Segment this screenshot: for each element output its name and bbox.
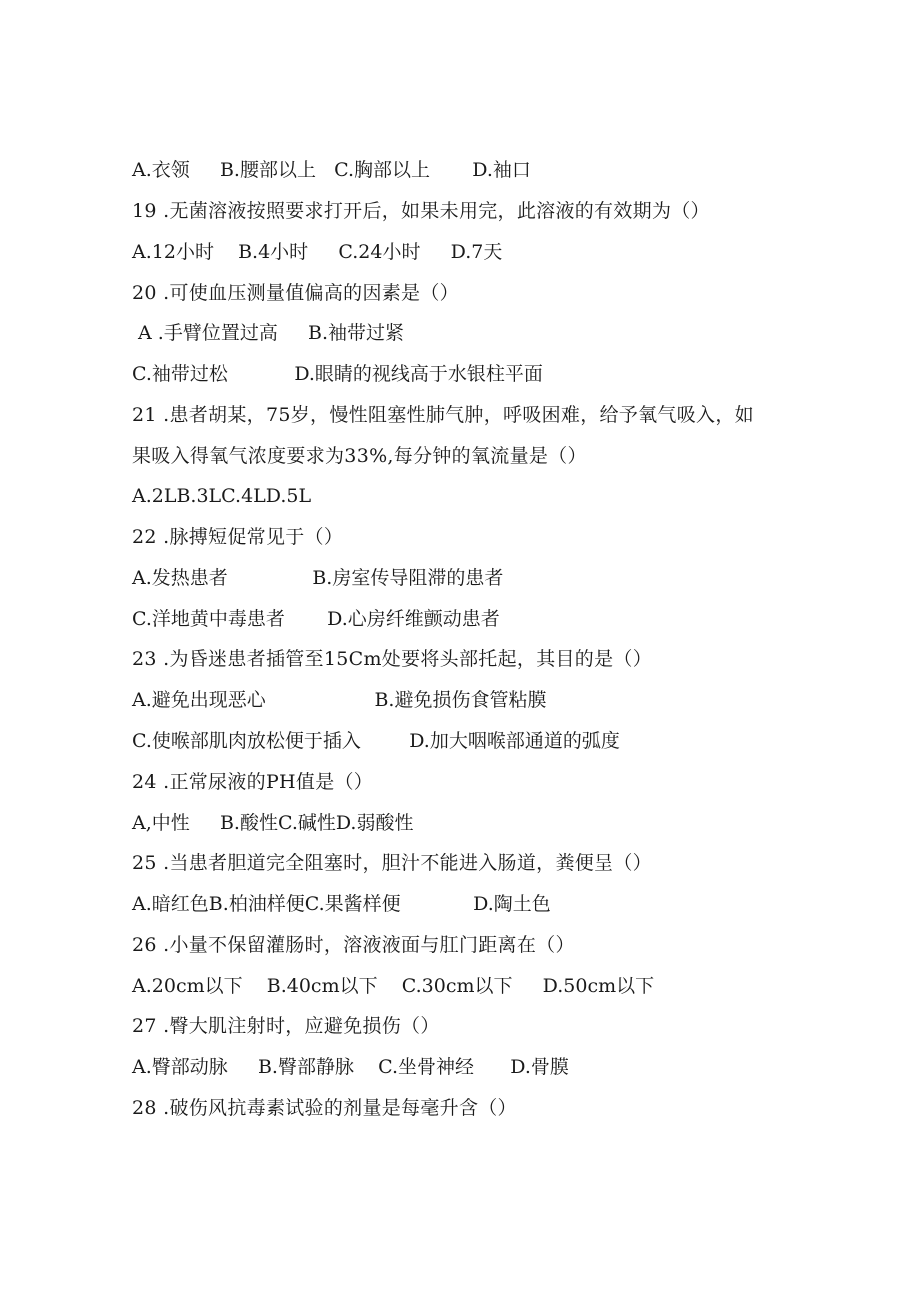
question-22: 22 .脉搏短促常见于（） <box>132 526 344 548</box>
option-line-23a: A.避免出现恶心 B.避免损伤食管粘膜 <box>132 689 547 711</box>
option-line-22a: A.发热患者 B.房室传导阻滞的患者 <box>132 567 504 589</box>
option-line-21: A.2LB.3LC.4LD.5L <box>132 485 312 507</box>
option-line-20a: A .手臂位置过高 B.袖带过紧 <box>132 322 405 344</box>
option-line-25: A.暗红色B.柏油样便C.果酱样便 D.陶土色 <box>132 893 551 915</box>
option-line-24: A,中性 B.酸性C.碱性D.弱酸性 <box>132 812 414 834</box>
option-line-26: A.20cm以下 B.40cm以下 C.30cm以下 D.50cm以下 <box>132 975 655 997</box>
question-26: 26 .小量不保留灌肠时，溶液液面与肛门距离在（） <box>132 934 575 956</box>
option-line-23b: C.使喉部肌肉放松便于插入 D.加大咽喉部通道的弧度 <box>132 730 620 752</box>
question-25: 25 .当患者胆道完全阻塞时，胆汁不能进入肠道，粪便呈（） <box>132 852 652 874</box>
option-line-22b: C.洋地黄中毒患者 D.心房纤维颤动患者 <box>132 608 500 630</box>
question-24: 24 .正常尿液的PH值是（） <box>132 771 374 793</box>
question-27: 27 .臀大肌注射时，应避免损伤（） <box>132 1015 440 1037</box>
question-20: 20 .可使血压测量值偏高的因素是（） <box>132 282 459 304</box>
question-28: 28 .破伤风抗毒素试验的剂量是每毫升含（） <box>132 1097 517 1119</box>
option-line-18: A.衣领 B.腰部以上 C.胸部以上 D.袖口 <box>132 159 531 181</box>
option-line-20b: C.袖带过松 D.眼睛的视线高于水银柱平面 <box>132 363 543 385</box>
option-line-27: A.臀部动脉 B.臀部静脉 C.坐骨神经 D.骨膜 <box>132 1056 569 1078</box>
option-line-19: A.12小时 B.4小时 C.24小时 D.7天 <box>132 241 503 263</box>
question-21-part1: 21 .患者胡某，75岁，慢性阻塞性肺气肿，呼吸困难，给予氧气吸入，如 <box>132 404 754 426</box>
question-21-part2: 果吸入得氧气浓度要求为33%,每分钟的氧流量是（） <box>132 445 587 467</box>
question-19: 19 .无菌溶液按照要求打开后，如果未用完，此溶液的有效期为（） <box>132 200 710 222</box>
question-23: 23 .为昏迷患者插管至15Cm处要将头部托起，其目的是（） <box>132 648 652 670</box>
